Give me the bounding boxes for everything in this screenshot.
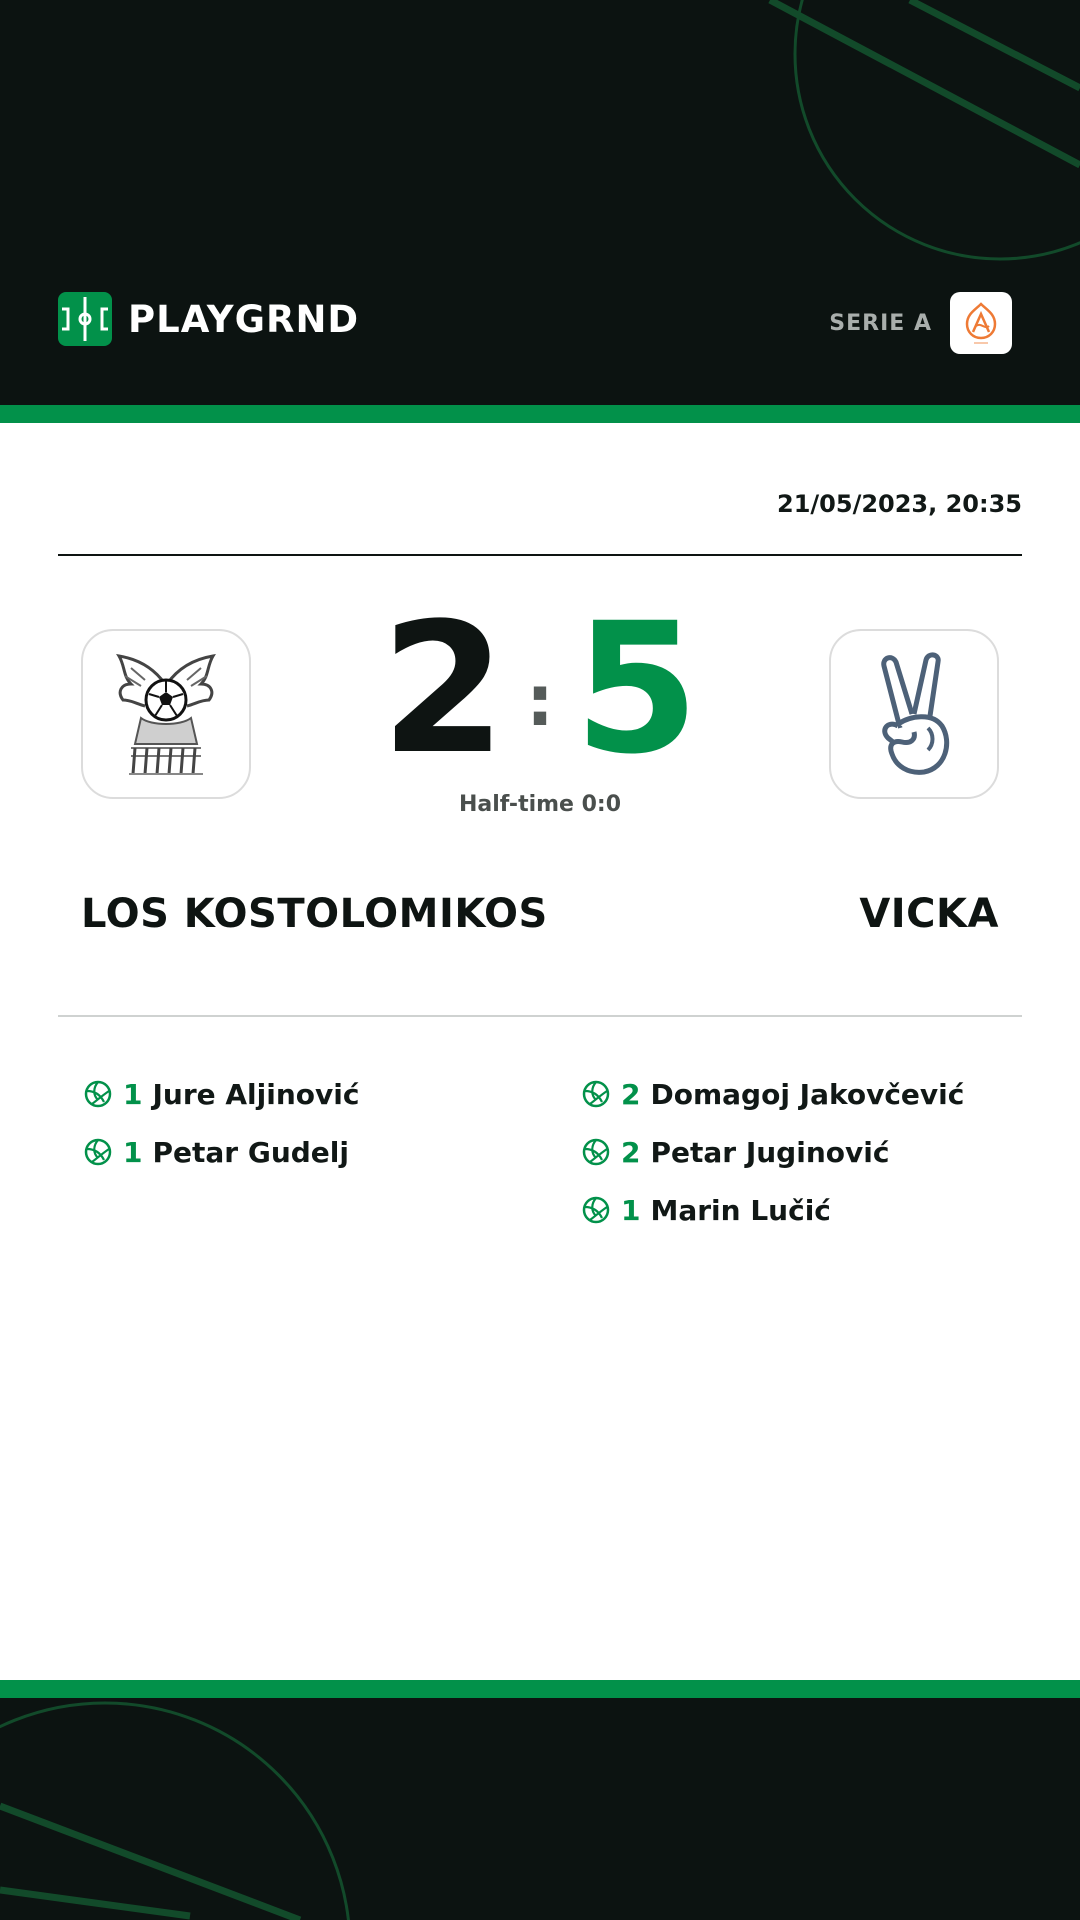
score-separator: : <box>526 660 554 742</box>
pitch-icon <box>58 292 112 346</box>
halftime-score: Half-time 0:0 <box>458 792 622 817</box>
brand <box>58 292 359 346</box>
scorer-row <box>83 1123 359 1181</box>
player-name: Petar Gudelj <box>152 1135 349 1169</box>
footer-band <box>0 1698 1080 1920</box>
player-name: Petar Juginović <box>650 1135 890 1169</box>
scorer-row <box>581 1065 964 1123</box>
away-score: 5 <box>574 585 700 794</box>
league-name: SERIE A <box>829 310 932 336</box>
football-icon <box>581 1137 611 1167</box>
goal-count: 2 <box>621 1135 641 1169</box>
home-scorers-list <box>83 1065 359 1181</box>
footer-accent-stripe <box>0 1680 1080 1698</box>
away-team-crest <box>829 629 999 799</box>
divider <box>58 1015 1022 1017</box>
header-band <box>0 0 1080 405</box>
away-scorers-list <box>581 1065 964 1239</box>
home-score: 2 <box>380 585 506 794</box>
brand-name: PLAYGRND <box>128 297 360 341</box>
league <box>829 292 1012 354</box>
pitch-lines-decoration <box>0 1698 1080 1920</box>
goal-count: 1 <box>123 1077 143 1111</box>
player-name: Jure Aljinović <box>152 1077 360 1111</box>
football-icon <box>581 1079 611 1109</box>
scorer-row <box>581 1181 964 1239</box>
player-name: Domagoj Jakovčević <box>650 1077 965 1111</box>
scorer-row <box>83 1065 359 1123</box>
peace-hand-icon <box>854 644 974 784</box>
goal-count: 1 <box>123 1135 143 1169</box>
header-accent-stripe <box>0 405 1080 423</box>
home-team-name: LOS KOSTOLOMIKOS <box>81 891 548 937</box>
scorer-row <box>581 1123 964 1181</box>
football-icon <box>581 1195 611 1225</box>
away-team-name: VICKA <box>859 891 999 937</box>
football-icon <box>83 1079 113 1109</box>
match-date: 21/05/2023, 20:35 <box>777 490 1022 518</box>
divider <box>58 554 1022 556</box>
football-icon <box>83 1137 113 1167</box>
goal-count: 2 <box>621 1077 641 1111</box>
player-name: Marin Lučić <box>650 1193 831 1227</box>
league-logo-icon <box>950 292 1012 354</box>
goal-count: 1 <box>621 1193 641 1227</box>
